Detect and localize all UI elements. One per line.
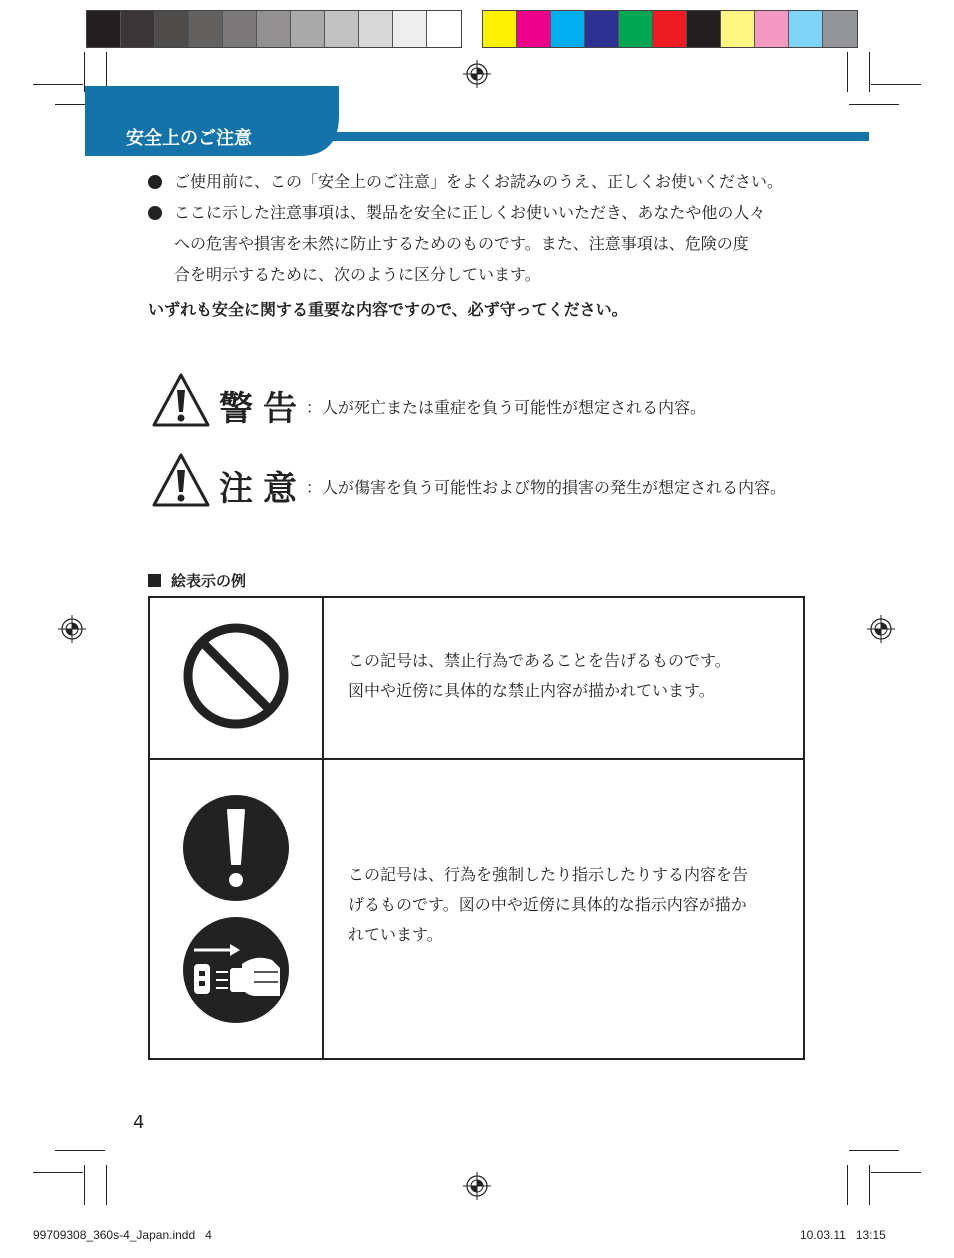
gray-swatch — [325, 11, 359, 47]
color-swatch — [823, 11, 857, 47]
color-swatch — [687, 11, 721, 47]
bullet-icon — [148, 206, 162, 220]
table-row — [149, 597, 804, 759]
gray-swatch — [155, 11, 189, 47]
prohibition-icon — [180, 620, 292, 732]
pictogram-cell — [149, 759, 323, 1059]
intro-bullet-1: ご使用前に、この「安全上のご注意」をよくお読みのうえ、正しくお使いください。 — [174, 172, 783, 191]
pictogram-cell — [149, 597, 323, 759]
crop-mark — [33, 84, 83, 85]
process-color-bar — [482, 10, 858, 48]
examples-heading — [148, 570, 246, 591]
unplug-icon — [180, 914, 292, 1026]
description-cell — [323, 597, 804, 759]
description-cell — [323, 759, 804, 1059]
mandatory-action-icon — [180, 792, 292, 904]
color-swatch — [721, 11, 755, 47]
crop-mark — [871, 84, 921, 85]
registration-mark-icon — [463, 1172, 491, 1200]
signal-word-warning: 警告 — [219, 389, 307, 429]
crop-mark — [869, 1165, 870, 1205]
gray-swatch — [291, 11, 325, 47]
bullet-icon — [148, 175, 162, 189]
gray-swatch — [189, 11, 223, 47]
color-swatch — [619, 11, 653, 47]
mandatory-desc-line-3: れています。 — [348, 925, 443, 944]
crop-mark — [871, 1172, 921, 1173]
gray-swatch — [427, 11, 461, 47]
crop-mark — [849, 104, 899, 105]
warning-triangle-icon — [151, 372, 211, 428]
crop-mark — [55, 1150, 105, 1151]
intro-bullet-2-line-1: ここに示した注意事項は、製品を安全に正しくお使いいただき、あなたや他の人々 — [174, 203, 766, 222]
registration-mark-icon — [867, 615, 895, 643]
mandatory-desc-line-2: げるものです。図の中や近傍に具体的な指示内容が描か — [348, 895, 747, 914]
caution-triangle-icon — [151, 452, 211, 508]
gray-swatch — [359, 11, 393, 47]
examples-title: 絵表示の例 — [171, 572, 247, 590]
color-swatch — [551, 11, 585, 47]
gray-swatch — [121, 11, 155, 47]
square-bullet-icon — [148, 574, 161, 587]
crop-mark — [33, 1172, 83, 1173]
gray-swatch — [393, 11, 427, 47]
crop-mark — [849, 1150, 899, 1151]
gray-swatch — [223, 11, 257, 47]
footer-datetime: 10.03.11 13:15 — [800, 1228, 886, 1242]
registration-mark-icon — [463, 60, 491, 88]
color-swatch — [755, 11, 789, 47]
gray-swatch — [87, 11, 121, 47]
prohibition-desc-line-1: この記号は、禁止行為であることを告げるものです。 — [348, 651, 731, 670]
color-swatch — [585, 11, 619, 47]
intro-bullet-2-line-2: への危害や損害を未然に防止するためのものです。また、注意事項は、危険の度 — [174, 234, 749, 253]
signal-desc-caution: ：人が傷害を負う可能性および物的損害の発生が想定される内容。 — [306, 478, 787, 497]
mandatory-desc-line-1: この記号は、行為を強制したり指示したりする内容を告 — [348, 865, 749, 884]
page-number: 4 — [133, 1112, 145, 1133]
gray-color-bar — [86, 10, 462, 48]
color-swatch — [789, 11, 823, 47]
prohibition-desc-line-2: 図中や近傍に具体的な禁止内容が描かれています。 — [348, 681, 715, 700]
footer-filename: 99709308_360s-4_Japan.indd 4 — [33, 1228, 212, 1242]
color-swatch — [653, 11, 687, 47]
pictogram-table — [148, 596, 805, 1060]
page-title: 安全上のご注意 — [126, 128, 252, 149]
crop-mark — [847, 1165, 848, 1205]
emphasis-text: いずれも安全に関する重要な内容ですので、必ず守ってください。 — [148, 300, 628, 319]
gray-swatch — [257, 11, 291, 47]
color-swatch — [517, 11, 551, 47]
intro-bullet-2-line-3: 合を明示するために、次のように区分しています。 — [174, 265, 541, 284]
signal-word-caution: 注意 — [219, 469, 307, 509]
signal-desc-warning: ：人が死亡または重症を負う可能性が想定される内容。 — [306, 398, 707, 417]
crop-mark — [847, 52, 848, 92]
crop-mark — [106, 1165, 107, 1205]
crop-mark — [869, 52, 870, 92]
registration-mark-icon — [58, 615, 86, 643]
color-swatch — [483, 11, 517, 47]
crop-mark — [84, 1165, 85, 1205]
table-row — [149, 759, 804, 1059]
